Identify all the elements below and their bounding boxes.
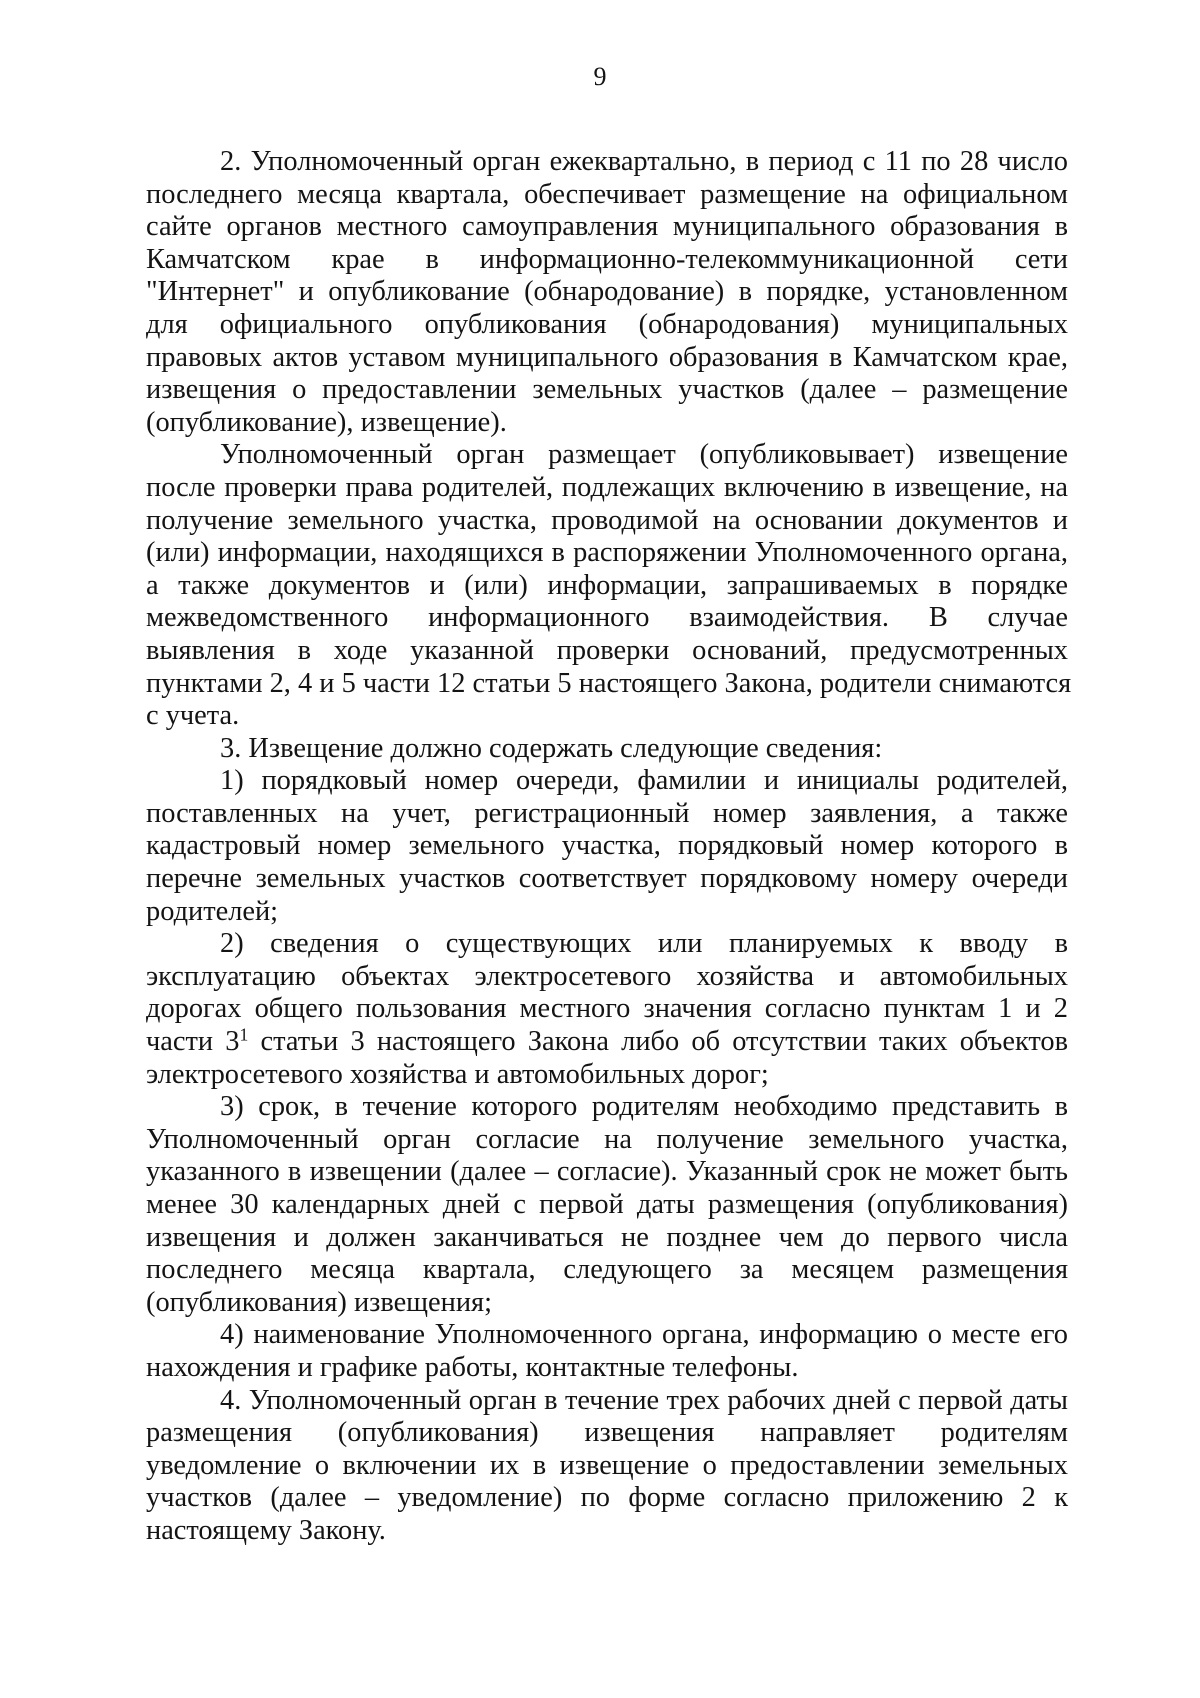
text-line: 3. Извещение должно содержать следующие сведения: (220, 732, 883, 764)
text-line: последнего месяца квартала, обеспечивает размещение на официальном (146, 178, 1068, 210)
list-item-1 (146, 765, 1068, 928)
text-line: межведомственного информационного взаимодействия. В случае (146, 602, 1068, 634)
list-item-3 (146, 1091, 1068, 1319)
text-line: 4. Уполномоченный орган в течение трех рабочих дней с первой даты (220, 1384, 1068, 1416)
text-line: Уполномоченный орган согласие на получение земельного участка, (146, 1123, 1068, 1155)
paragraph-3 (146, 733, 1068, 766)
text-line: сайте органов местного самоуправления муниципального образования в (146, 211, 1068, 243)
text-line: (опубликования) извещения; (146, 1286, 492, 1318)
text-line: 2) сведения о существующих или планируемых к вводу в (220, 928, 1068, 960)
text-line: пунктами 2, 4 и 5 части 12 статьи 5 настоящего Закона, родители снимаются (146, 667, 1072, 699)
text-line-with-superscript (146, 1026, 1068, 1059)
text-line: 4) наименование Уполномоченного органа, информацию о месте его (220, 1319, 1068, 1351)
text-line: перечне земельных участков соответствует порядковому номеру очереди (146, 863, 1068, 895)
text-line: "Интернет" и опубликование (обнародование) в порядке, установленном (146, 276, 1068, 308)
text-line: электросетевого хозяйства и автомобильных дорог; (146, 1058, 769, 1090)
paragraph-authority-publishes (146, 439, 1072, 732)
text-line: настоящему Закону. (146, 1514, 386, 1546)
text-line: (опубликование), извещение). (146, 406, 507, 438)
text-line: нахождения и графике работы, контактные телефоны. (146, 1351, 799, 1383)
text-line: 1) порядковый номер очереди, фамилии и инициалы родителей, (220, 765, 1068, 797)
text-line: извещения о предоставлении земельных участков (далее – размещение (146, 374, 1068, 406)
text-line: уведомление о включении их в извещение о предоставлении земельных (146, 1449, 1068, 1481)
text-fragment: статьи 3 настоящего Закона либо об отсутствии таких объектов (248, 1026, 1068, 1058)
text-line: 2. Уполномоченный орган ежеквартально, в период с 11 по 28 число (220, 146, 1068, 177)
text-line: последнего месяца квартала, следующего за месяцем размещения (146, 1254, 1068, 1286)
text-line: а также документов и (или) информации, запрашиваемых в порядке (146, 569, 1068, 601)
superscript: 1 (239, 1024, 249, 1045)
list-item-2 (146, 928, 1068, 1091)
text-line: после проверки права родителей, подлежащих включению в извещение, на (146, 471, 1068, 503)
text-line: выявления в ходе указанной проверки оснований, предусмотренных (146, 634, 1068, 666)
text-line: правовых актов уставом муниципального образования в Камчатском крае, (146, 341, 1068, 373)
text-line: Уполномоченный орган размещает (опубликовывает) извещение (220, 439, 1068, 471)
document-body (146, 146, 1072, 1548)
text-line: менее 30 календарных дней с первой даты размещения (опубликования) (146, 1189, 1068, 1220)
text-line: родителей; (146, 895, 279, 927)
text-line: поставленных на учет, регистрационный номер заявления, а также (146, 797, 1068, 829)
text-line: кадастровый номер земельного участка, порядковый номер которого в (146, 830, 1068, 862)
text-line: с учета. (146, 700, 240, 732)
list-item-4 (146, 1319, 1068, 1384)
text-line: размещения (опубликования) извещения направляет родителям (146, 1417, 1068, 1449)
paragraph-4 (146, 1385, 1068, 1548)
text-line: дорогах общего пользования местного значения согласно пунктам 1 и 2 (146, 993, 1068, 1025)
text-line: для официального опубликования (обнародования) муниципальных (146, 308, 1068, 340)
text-line: Камчатском крае в информационно-телекоммуникационной сети (146, 243, 1068, 275)
text-line: 3) срок, в течение которого родителям необходимо представить в (220, 1091, 1068, 1123)
text-fragment: части 3 (146, 1026, 240, 1058)
text-line: участков (далее – уведомление) по форме согласно приложению 2 к (146, 1482, 1068, 1514)
text-line: (или) информации, находящихся в распоряжении Уполномоченного органа, (146, 537, 1068, 569)
text-line: извещения и должен заканчиваться не позднее чем до первого числа (146, 1221, 1068, 1253)
text-line: указанного в извещении (далее – согласие). Указанный срок не может быть (146, 1156, 1068, 1188)
page-number: 9 (593, 62, 607, 91)
paragraph-2 (146, 146, 1068, 439)
text-line: эксплуатацию объектах электросетевого хозяйства и автомобильных (146, 960, 1068, 992)
text-line: получение земельного участка, проводимой на основании документов и (146, 504, 1068, 536)
